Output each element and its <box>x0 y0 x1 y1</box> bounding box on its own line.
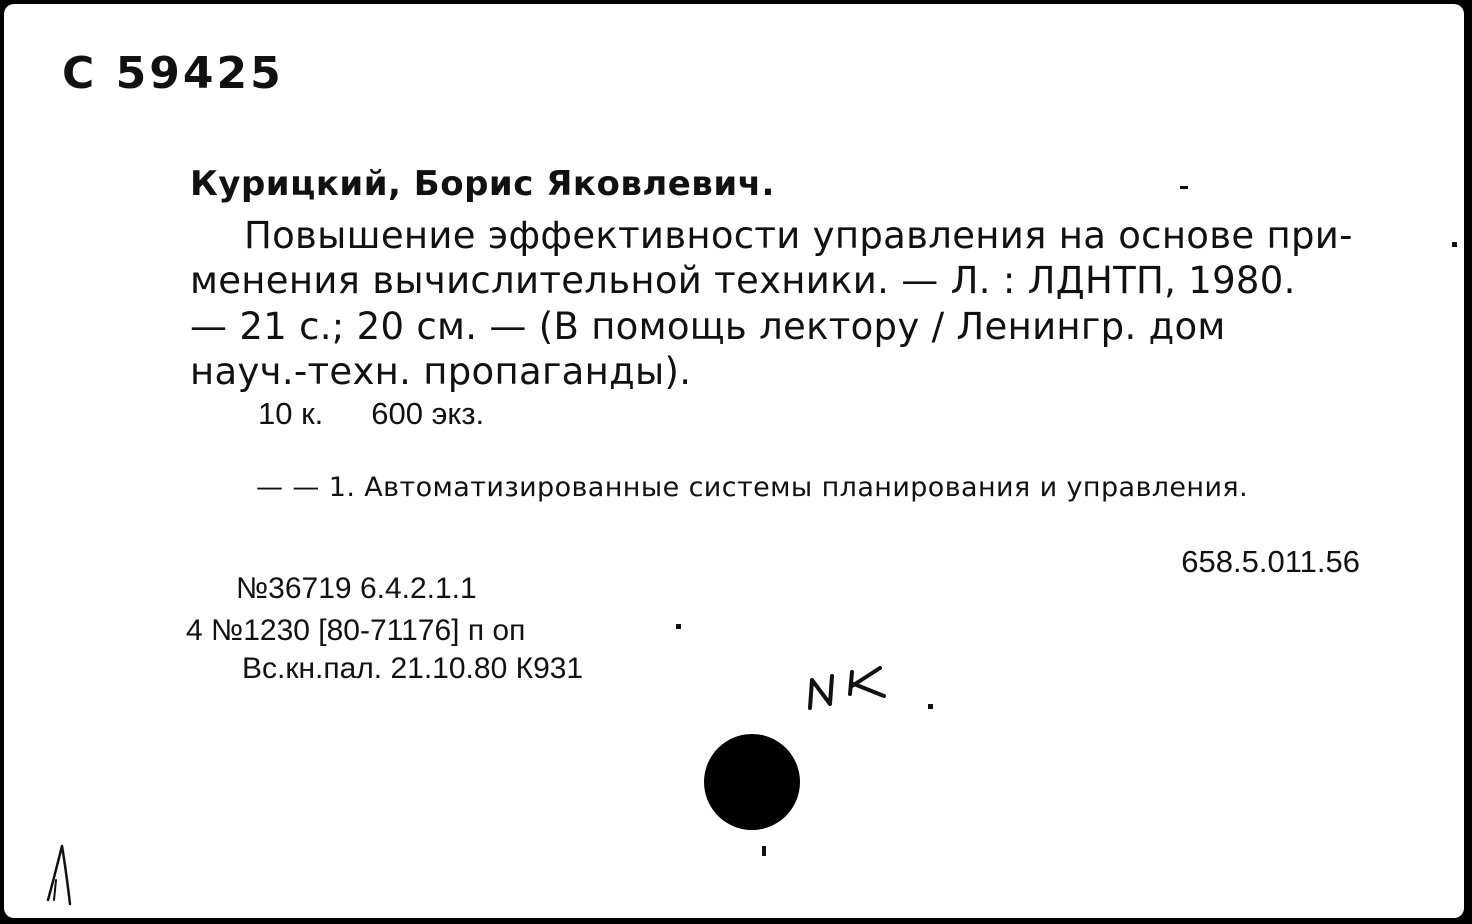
speck <box>928 704 933 709</box>
punched-hole <box>704 734 800 830</box>
classification-code: 658.5.011.56 <box>1181 544 1360 579</box>
price-copies-line <box>258 396 484 432</box>
speck <box>762 846 766 856</box>
subject-heading: — — 1. Автоматизированные системы планирования и управления. <box>256 472 1249 503</box>
call-number: С 59425 <box>62 48 284 99</box>
description-line: менения вычислительной техники. — Л. : ЛДНТП, 1980. <box>190 259 1296 302</box>
speck <box>1180 186 1188 189</box>
accession-line: №36719 6.4.2.1.1 <box>236 572 477 605</box>
catalog-card <box>4 4 1464 918</box>
accession-line: Вс.кн.пал. 21.10.80 К931 <box>242 652 584 685</box>
description-line: науч.-техн. пропаганды). <box>190 350 692 393</box>
speck <box>676 624 681 629</box>
description-line: Повышение эффективности управления на основе при- <box>244 214 1353 257</box>
accession-line: 4 №1230 [80-71176] п оп <box>186 614 526 647</box>
handwritten-mark <box>804 664 904 720</box>
description-line: — 21 с.; 20 см. — (В помощь лектору / Ленингр. дом <box>190 305 1226 348</box>
price: 10 к. <box>258 396 324 431</box>
author-heading: Курицкий, Борис Яковлевич. <box>190 164 775 204</box>
copies: 600 экз. <box>371 396 485 431</box>
pencil-mark <box>44 840 84 910</box>
speck <box>1452 242 1457 247</box>
